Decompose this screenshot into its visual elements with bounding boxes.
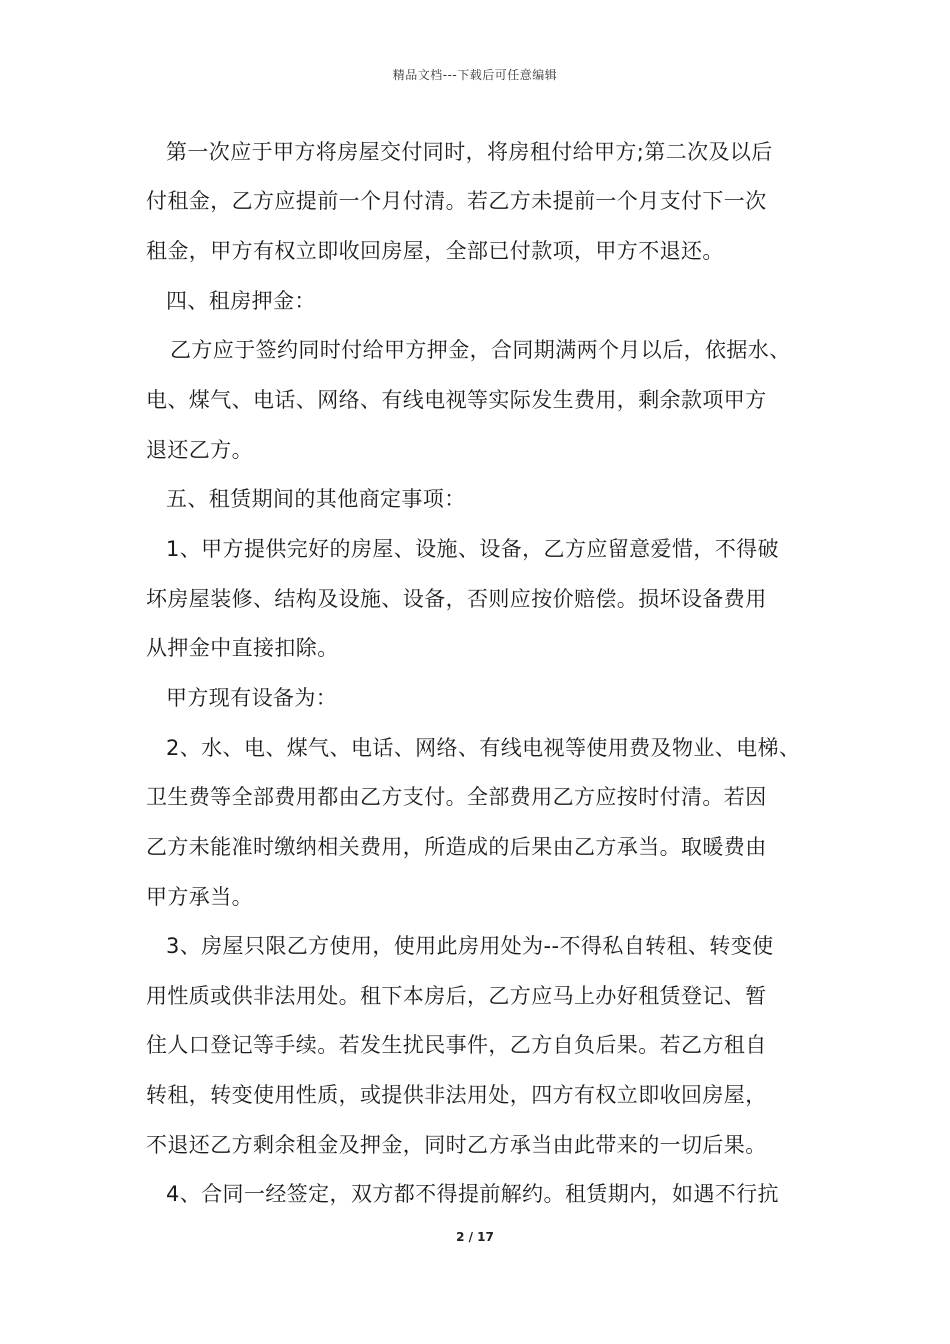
body-line: 坏房屋装修、结构及设施、设备，否则应按价赔偿。损坏设备费用 (146, 587, 767, 611)
body-line: 卫生费等全部费用都由乙方支付。全部费用乙方应按时付清。若因 (146, 785, 767, 809)
body-line: 从押金中直接扣除。 (146, 636, 339, 660)
page-number: 2 / 17 (456, 1230, 494, 1244)
body-line: 1、甲方提供完好的房屋、设施、设备，乙方应留意爱惜，不得破 (166, 537, 779, 561)
body-line: 2、水、电、煤气、电话、网络、有线电视等使用费及物业、电梯、 (166, 736, 801, 760)
body-line: 第一次应于甲方将房屋交付同时，将房租付给甲方;第二次及以后 (166, 140, 773, 164)
body-line: 乙方未能准时缴纳相关费用，所造成的后果由乙方承当。取暖费由 (146, 835, 767, 859)
body-line: 用性质或供非法用处。租下本房后，乙方应马上办好租赁登记、暂 (146, 984, 767, 1008)
body-line: 甲方现有设备为： (166, 686, 338, 710)
section-heading: 四、租房押金： (166, 289, 316, 313)
body-line: 退还乙方。 (146, 438, 253, 462)
body-line: 租金，甲方有权立即收回房屋，全部已付款项，甲方不退还。 (146, 239, 724, 263)
body-line: 不退还乙方剩余租金及押金，同时乙方承当由此带来的一切后果。 (146, 1133, 767, 1157)
body-line: 3、房屋只限乙方使用，使用此房用处为--不得私自转租、转变使 (166, 934, 774, 958)
body-line: 乙方应于签约同时付给甲方押金，合同期满两个月以后，依据水、 (170, 338, 791, 362)
body-line: 甲方承当。 (146, 885, 253, 909)
section-heading: 五、租赁期间的其他商定事项： (166, 487, 466, 511)
body-line: 4、合同一经签定，双方都不得提前解约。租赁期内，如遇不行抗 (166, 1182, 779, 1206)
body-line: 住人口登记等手续。若发生扰民事件，乙方自负后果。若乙方租自 (146, 1033, 767, 1057)
body-line: 付租金，乙方应提前一个月付清。若乙方未提前一个月支付下一次 (146, 189, 767, 213)
body-line: 电、煤气、电话、网络、有线电视等实际发生费用，剩余款项甲方 (146, 388, 767, 412)
body-line: 转租，转变使用性质，或提供非法用处，四方有权立即收回房屋， (146, 1083, 767, 1107)
page-header: 精品文档---下载后可任意编辑 (392, 68, 558, 82)
